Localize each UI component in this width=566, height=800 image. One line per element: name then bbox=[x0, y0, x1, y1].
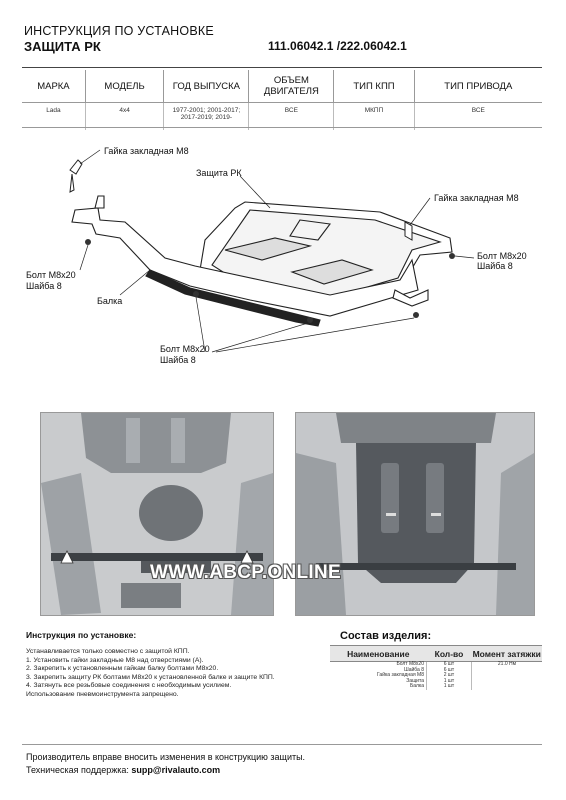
support-line bbox=[26, 765, 220, 775]
spec-header-model: МОДЕЛЬ bbox=[85, 70, 164, 103]
comp-header-qty: Кол-во bbox=[427, 646, 472, 662]
spec-header-year: ГОД ВЫПУСКА bbox=[164, 70, 249, 103]
instruction-step: 1. Установить гайки закладные М8 над отверстиями (А). bbox=[26, 656, 204, 664]
table-row bbox=[330, 684, 542, 690]
instruction-step: Устанавливается только совместно с защитой КПП. bbox=[26, 648, 190, 655]
spec-year: 1977-2001; 2001-2017; 2017-2019; 2019- bbox=[164, 103, 249, 131]
comp-item-qty: 2 шт bbox=[427, 673, 472, 679]
label-washer-left: Шайба 8 bbox=[26, 281, 62, 291]
instruction-step: 2. Закрепить к установленным гайкам балку болтами М8х20. bbox=[26, 665, 219, 673]
comp-item-name: Защита bbox=[406, 677, 424, 684]
spec-gearbox: МКПП bbox=[334, 103, 414, 131]
comp-item-torque bbox=[472, 684, 543, 690]
weld-nut-left-drawing bbox=[70, 160, 82, 192]
comp-item-qty: 1 шт bbox=[427, 684, 472, 690]
bolt-bottom-3-drawing bbox=[413, 312, 419, 318]
label-washer-right: Шайба 8 bbox=[477, 261, 513, 271]
support-email-link[interactable]: supp@rivalauto.com bbox=[131, 765, 221, 775]
exploded-diagram bbox=[0, 130, 566, 370]
label-bolt-bottom: Болт М8х20 bbox=[160, 344, 210, 354]
label-bolt-right: Болт М8х20 bbox=[477, 251, 527, 261]
header-divider bbox=[22, 67, 542, 68]
watermark: WWW.ABCP.ONLINE bbox=[150, 562, 341, 583]
comp-item-qty: 6 шт bbox=[427, 662, 472, 668]
doc-title: ИНСТРУКЦИЯ ПО УСТАНОВКЕ bbox=[24, 24, 214, 38]
support-label: Техническая поддержка: bbox=[26, 765, 132, 775]
comp-header-name: Наименование bbox=[330, 646, 427, 662]
bolt-bottom-1-drawing bbox=[193, 291, 199, 297]
comp-item-torque: 21.0 Нм bbox=[497, 661, 517, 667]
product-name: ЗАЩИТА РК bbox=[24, 39, 101, 54]
comp-header-torque: Момент затяжки bbox=[472, 646, 543, 662]
spec-header-engine: ОБЪЕМ ДВИГАТЕЛЯ bbox=[249, 70, 334, 103]
bolt-left-drawing bbox=[85, 239, 91, 245]
comp-item-qty: 1 шт bbox=[427, 679, 472, 685]
footer-divider bbox=[22, 744, 542, 745]
label-shield: Защита РК bbox=[196, 168, 242, 178]
comp-item-name: Гайка закладная М8 bbox=[377, 672, 424, 679]
spec-drive: ВСЕ bbox=[471, 107, 485, 114]
disclaimer: Производитель вправе вносить изменения в конструкцию защиты. bbox=[26, 752, 306, 762]
label-beam: Балка bbox=[97, 296, 123, 306]
instruction-step: 4. Затянуть все резьбовые соединения с необходимым усилием. bbox=[26, 682, 232, 690]
spec-bottom-divider bbox=[22, 127, 542, 128]
spec-header-brand: МАРКА bbox=[22, 70, 85, 103]
spec-model: 4x4 bbox=[85, 103, 164, 131]
instruction-step: 3. Закрепить защиту РК болтами М8х20 к установленной балке и защите КПП. bbox=[26, 673, 275, 681]
instructions-heading: Инструкция по установке: bbox=[26, 630, 137, 640]
bolt-right-drawing bbox=[449, 253, 455, 259]
composition-table bbox=[330, 645, 542, 690]
spec-header-drive: ТИП ПРИВОДА bbox=[414, 70, 542, 103]
instructions-list bbox=[26, 648, 275, 700]
spec-header-gearbox: ТИП КПП bbox=[334, 70, 414, 103]
label-weld-nut-right: Гайка закладная М8 bbox=[434, 193, 519, 203]
label-weld-nut-left: Гайка закладная М8 bbox=[104, 146, 189, 156]
comp-item-name: Болт М8х20 bbox=[396, 661, 424, 667]
spec-brand: Lada bbox=[22, 103, 85, 131]
part-number: 111.06042.1 /222.06042.1 bbox=[268, 39, 407, 53]
photo-after-install bbox=[295, 412, 535, 616]
vehicle-spec-table bbox=[22, 70, 542, 130]
label-washer-bottom: Шайба 8 bbox=[160, 355, 196, 365]
label-bolt-left: Болт М8х20 bbox=[26, 270, 76, 280]
comp-item-name: Балка bbox=[409, 683, 424, 690]
comp-item-name: Шайба 8 bbox=[404, 666, 424, 673]
spec-engine: ВСЕ bbox=[249, 103, 334, 131]
instruction-step: Использование пневмоинструмента запрещено. bbox=[26, 690, 179, 698]
composition-title: Состав изделия: bbox=[340, 630, 432, 642]
photo-before-install bbox=[40, 412, 274, 616]
comp-item-qty: 6 шт bbox=[427, 668, 472, 674]
bolt-bottom-2-drawing bbox=[307, 317, 313, 323]
